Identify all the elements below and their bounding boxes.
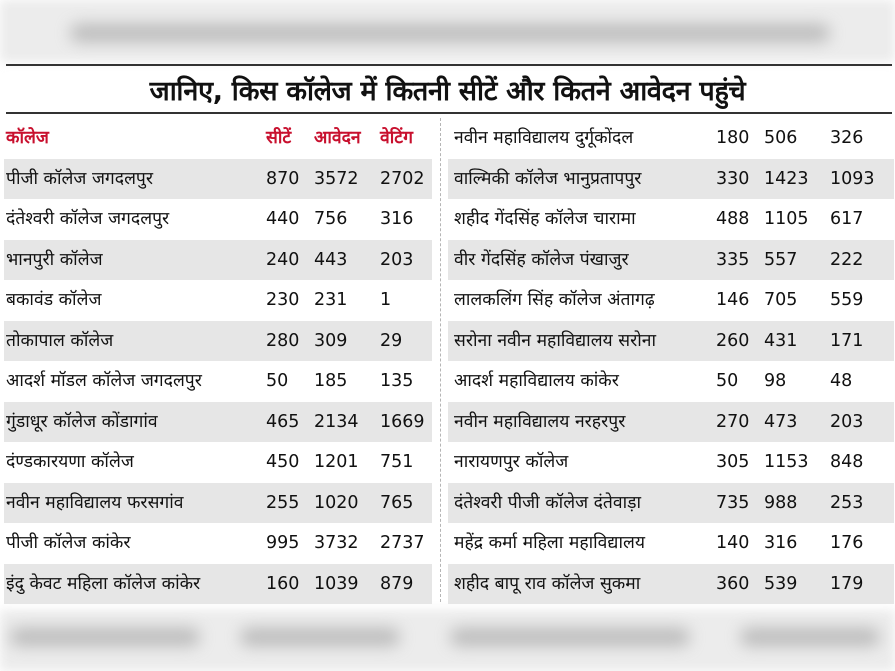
applications-value: 309	[314, 330, 348, 351]
seats-value: 330	[716, 168, 750, 189]
seats-value: 240	[266, 249, 300, 270]
seats-value: 360	[716, 573, 750, 594]
table-row	[4, 402, 432, 443]
seats-value: 440	[266, 209, 300, 229]
waiting-value: 203	[380, 249, 414, 270]
header-college: कॉलेज	[6, 128, 49, 148]
waiting-value: 848	[830, 452, 864, 472]
applications-value: 98	[764, 371, 787, 391]
college-name: पीजी कॉलेज कांकेर	[6, 533, 131, 553]
blurred-bottom-text	[740, 628, 880, 646]
seats-value: 995	[266, 533, 300, 553]
column-divider	[440, 118, 441, 602]
waiting-value: 316	[380, 209, 414, 229]
applications-value: 3572	[314, 168, 359, 189]
waiting-value: 135	[380, 371, 414, 391]
left-table	[4, 118, 432, 604]
table-row	[4, 280, 432, 321]
seats-value: 450	[266, 452, 300, 472]
table-row	[448, 564, 894, 605]
applications-value: 1423	[764, 168, 809, 189]
table-row	[448, 159, 894, 200]
seats-value: 270	[716, 411, 750, 432]
waiting-value: 253	[830, 492, 864, 513]
blurred-bottom-text	[10, 628, 200, 646]
waiting-value: 203	[830, 411, 864, 432]
applications-value: 539	[764, 573, 798, 594]
seats-value: 280	[266, 330, 300, 351]
waiting-value: 179	[830, 573, 864, 594]
seats-value: 305	[716, 452, 750, 472]
waiting-value: 765	[380, 492, 414, 513]
seats-value: 735	[716, 492, 750, 513]
headline-rule	[6, 112, 892, 114]
waiting-value: 879	[380, 573, 414, 594]
table-row	[4, 442, 432, 483]
seats-value: 50	[266, 371, 289, 391]
college-name: नवीन महाविद्यालय दुर्गूकोंदल	[454, 128, 634, 148]
applications-value: 431	[764, 330, 798, 351]
seats-value: 180	[716, 128, 750, 148]
right-table-body	[448, 118, 894, 604]
college-name: गुंडाधूर कॉलेज कोंडागांव	[6, 411, 158, 432]
applications-value: 1201	[314, 452, 359, 472]
applications-value: 1020	[314, 492, 359, 513]
right-table	[448, 118, 894, 604]
table-row	[4, 361, 432, 402]
waiting-value: 326	[830, 128, 864, 148]
table-row	[448, 483, 894, 524]
seats-value: 260	[716, 330, 750, 351]
seats-value: 230	[266, 290, 300, 310]
left-table-body	[4, 159, 432, 605]
table-row	[448, 280, 894, 321]
blurred-top-text	[70, 24, 830, 42]
table-row	[4, 199, 432, 240]
college-name: भानपुरी कॉलेज	[6, 249, 103, 270]
waiting-value: 48	[830, 371, 853, 391]
applications-value: 506	[764, 128, 798, 148]
waiting-value: 1093	[830, 168, 875, 189]
top-rule	[6, 64, 892, 66]
table-row	[448, 361, 894, 402]
college-name: इंदु केवट महिला कॉलेज कांकेर	[6, 573, 201, 594]
seats-value: 140	[716, 533, 750, 553]
table-row	[4, 159, 432, 200]
seats-value: 465	[266, 411, 300, 432]
college-name: दंतेश्वरी कॉलेज जगदलपुर	[6, 209, 170, 229]
applications-value: 316	[764, 533, 798, 553]
college-name: आदर्श मॉडल कॉलेज जगदलपुर	[6, 371, 202, 391]
table-row	[448, 402, 894, 443]
table-row	[448, 199, 894, 240]
waiting-value: 2702	[380, 168, 425, 189]
college-name: बकावंड कॉलेज	[6, 290, 102, 310]
waiting-value: 29	[380, 330, 403, 351]
waiting-value: 2737	[380, 533, 425, 553]
applications-value: 185	[314, 371, 348, 391]
header-applications: आवेदन	[314, 128, 361, 148]
waiting-value: 559	[830, 290, 864, 310]
seats-value: 50	[716, 371, 739, 391]
seats-value: 160	[266, 573, 300, 594]
applications-value: 443	[314, 249, 348, 270]
waiting-value: 176	[830, 533, 864, 553]
header-seats: सीटें	[266, 128, 292, 148]
applications-value: 3732	[314, 533, 359, 553]
waiting-value: 1669	[380, 411, 425, 432]
table-row	[448, 240, 894, 281]
header-waiting: वेटिंग	[380, 128, 413, 148]
table-headline: जानिए, किस कॉलेज में कितनी सीटें और कितने आवेदन पहुंचे	[149, 76, 746, 107]
college-name: नारायणपुर कॉलेज	[454, 452, 569, 472]
table-row	[4, 240, 432, 281]
college-name: दंतेश्वरी पीजी कॉलेज दंतेवाड़ा	[454, 492, 642, 513]
waiting-value: 1	[380, 290, 392, 310]
college-name: शहीद बापू राव कॉलेज सुकमा	[454, 573, 641, 594]
blurred-bottom-text	[240, 628, 400, 646]
college-name: आदर्श महाविद्यालय कांकेर	[454, 371, 619, 391]
college-name: महेंद्र कर्मा महिला महाविद्यालय	[454, 533, 645, 553]
table-row	[4, 321, 432, 362]
table-header-row	[4, 118, 432, 159]
college-name: सरोना नवीन महाविद्यालय सरोना	[454, 330, 657, 351]
college-name: वीर गेंदसिंह कॉलेज पंखाजुर	[454, 249, 629, 270]
waiting-value: 751	[380, 452, 414, 472]
seats-value: 335	[716, 249, 750, 270]
waiting-value: 222	[830, 249, 864, 270]
applications-value: 2134	[314, 411, 359, 432]
applications-value: 1039	[314, 573, 359, 594]
college-name: तोकापाल कॉलेज	[6, 330, 114, 351]
applications-value: 473	[764, 411, 798, 432]
table-row	[4, 483, 432, 524]
applications-value: 988	[764, 492, 798, 513]
applications-value: 705	[764, 290, 798, 310]
seats-value: 488	[716, 209, 750, 229]
seats-value: 870	[266, 168, 300, 189]
applications-value: 1105	[764, 209, 809, 229]
college-name: पीजी कॉलेज जगदलपुर	[6, 168, 154, 189]
applications-value: 231	[314, 290, 348, 310]
seats-value: 255	[266, 492, 300, 513]
waiting-value: 171	[830, 330, 864, 351]
college-name: दंण्डकारयणा कॉलेज	[6, 452, 134, 472]
applications-value: 756	[314, 209, 348, 229]
blurred-bottom-text	[450, 628, 690, 646]
seats-value: 146	[716, 290, 750, 310]
table-row	[448, 523, 894, 564]
college-name: वाल्मिकी कॉलेज भानुप्रतापपुर	[454, 168, 642, 189]
table-row	[4, 523, 432, 564]
applications-value: 557	[764, 249, 798, 270]
table-row	[448, 442, 894, 483]
college-name: नवीन महाविद्यालय फरसगांव	[6, 492, 184, 513]
college-name: शहीद गेंदसिंह कॉलेज चारामा	[454, 209, 636, 229]
table-row	[448, 118, 894, 159]
applications-value: 1153	[764, 452, 809, 472]
college-name: लालकलिंग सिंह कॉलेज अंतागढ़	[454, 290, 655, 310]
table-row	[4, 564, 432, 605]
college-name: नवीन महाविद्यालय नरहरपुर	[454, 411, 626, 432]
table-row	[448, 321, 894, 362]
waiting-value: 617	[830, 209, 864, 229]
